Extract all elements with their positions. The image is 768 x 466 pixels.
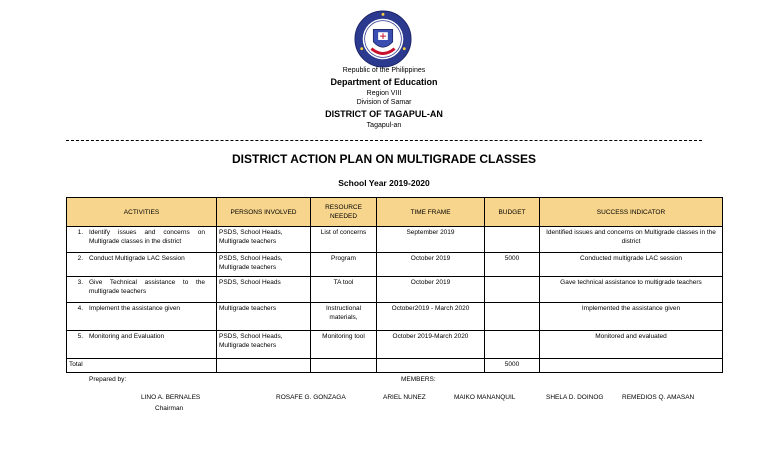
activity-cell [67,277,217,303]
success-indicator-cell: Conducted multigrade LAC session [540,253,723,277]
deped-seal-logo [354,10,412,68]
time-frame-cell: October2019 - March 2020 [377,303,485,331]
division-line: Division of Samar [356,99,412,106]
column-header-budget: BUDGET [485,198,540,227]
table-row [67,303,723,331]
member-name: ARIEL NUNEZ [383,394,426,401]
budget-cell [485,277,540,303]
document-title: DISTRICT ACTION PLAN ON MULTIGRADE CLASSES [232,152,536,166]
member-name: REMEDIOS Q. AMASAN [622,394,695,401]
success-indicator-cell: Identified issues and concerns on Multigrade classes in the district [540,227,723,253]
resource-cell: List of concerns [311,227,377,253]
total-label: Total [67,359,217,373]
total-row [67,359,723,373]
activity-text: Implement the assistance given [89,305,181,312]
persons-cell: PSDS, School Heads, Multigrade teachers [217,253,311,277]
republic-line: Republic of the Philippines [342,67,426,74]
empty-cell [540,359,723,373]
time-frame-cell: September 2019 [377,227,485,253]
member-name: SHELA D. DOINOG [546,394,604,401]
success-indicator-cell: Gave technical assistance to multigrade teachers [540,277,723,303]
chairman-title: Chairman [155,405,184,412]
column-header-time-frame: TIME FRAME [377,198,485,227]
table-row [67,227,723,253]
persons-cell: Multigrade teachers [217,303,311,331]
column-header-activities: ACTIVITIES [67,198,217,227]
column-header-resource: RESOURCE NEEDED [311,198,377,227]
members-label: MEMBERS: [401,376,436,383]
empty-cell [217,359,311,373]
activity-cell [67,253,217,277]
row-number: 3. [77,279,83,286]
success-indicator-cell: Implemented the assistance given [540,303,723,331]
row-number: 2. [77,255,83,262]
budget-cell [485,331,540,359]
empty-cell [377,359,485,373]
member-name: MAIKO MANANQUIL [454,394,516,401]
column-header-success-indicator: SUCCESS INDICATOR [540,198,723,227]
member-name: ROSAFE G. GONZAGA [276,394,346,401]
row-number: 5. [77,333,83,340]
activity-text: Give Technical assistance to the multigrade teachers [89,279,205,295]
table-row [67,331,723,359]
school-year: School Year 2019-2020 [338,178,430,188]
persons-cell: PSDS, School Heads, Multigrade teachers [217,227,311,253]
activity-cell [67,331,217,359]
table-row [67,253,723,277]
district-line: DISTRICT OF TAGAPUL-AN [325,109,443,119]
resource-cell: Monitoring tool [311,331,377,359]
row-number: 1. [77,229,83,236]
persons-cell: PSDS, School Heads [217,277,311,303]
department-line: Department of Education [330,77,438,87]
table-row [67,277,723,303]
prepared-by-label: Prepared by: [89,376,127,383]
activity-cell [67,303,217,331]
resource-cell: Instructional materials, [311,303,377,331]
region-line: Region VIII [366,90,402,97]
activity-text: Conduct Multigrade LAC Session [89,255,185,262]
budget-cell [485,303,540,331]
persons-cell: PSDS, School Heads, Multigrade teachers [217,331,311,359]
column-header-persons: PERSONS INVOLVED [217,198,311,227]
total-budget: 5000 [485,359,540,373]
chairman-name: LINO A. BERNALES [141,394,201,401]
budget-cell: 5000 [485,253,540,277]
activity-text: Monitoring and Evaluation [89,333,165,340]
action-plan-table [66,197,723,373]
activity-text: Identify issues and concerns on Multigrade classes in the district [89,229,205,245]
empty-cell [311,359,377,373]
row-number: 4. [77,305,83,312]
budget-cell [485,227,540,253]
time-frame-cell: October 2019 [377,277,485,303]
success-indicator-cell: Monitored and evaluated [540,331,723,359]
activity-cell [67,227,217,253]
resource-cell: TA tool [311,277,377,303]
resource-cell: Program [311,253,377,277]
time-frame-cell: October 2019-March 2020 [377,331,485,359]
table-header-row [67,198,723,227]
town-line: Tagapul-an [366,122,402,129]
header-divider [66,140,702,141]
time-frame-cell: October 2019 [377,253,485,277]
